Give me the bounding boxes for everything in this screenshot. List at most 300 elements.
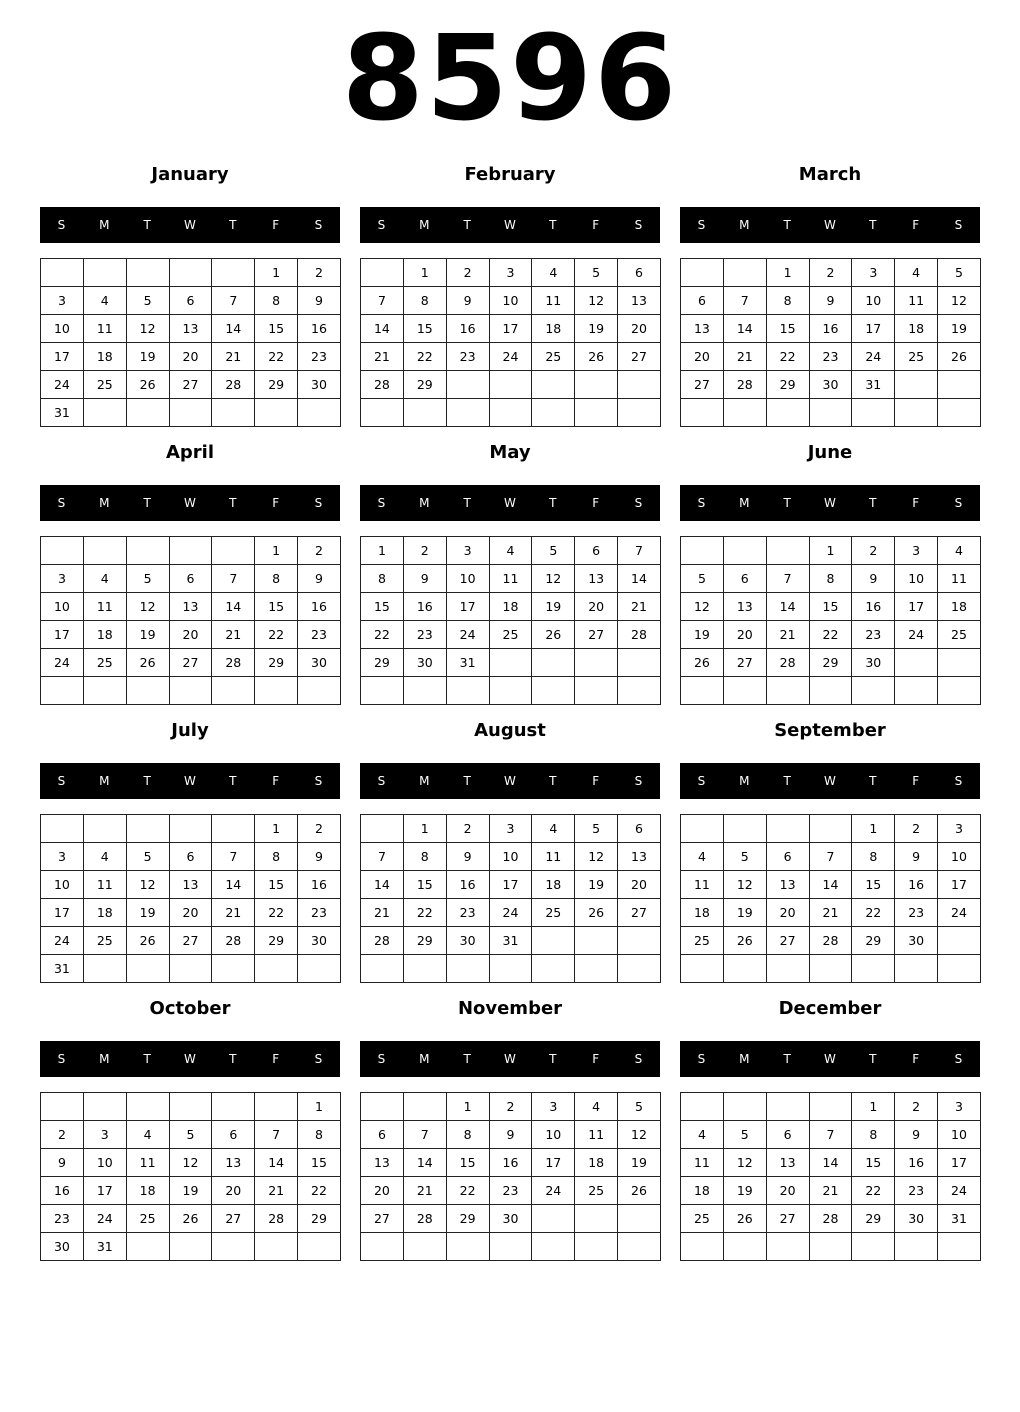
day-cell: 13	[169, 315, 212, 343]
empty-cell	[212, 1233, 255, 1261]
day-cell: 13	[618, 287, 661, 315]
week-row	[681, 1233, 981, 1261]
weekday-header	[680, 1041, 980, 1077]
day-cell: 30	[41, 1233, 84, 1261]
day-cell: 20	[723, 621, 766, 649]
empty-cell	[446, 955, 489, 983]
day-cell: 20	[618, 315, 661, 343]
week-row	[681, 315, 981, 343]
week-row	[361, 1093, 661, 1121]
weekday-label: T	[143, 218, 151, 232]
day-cell: 14	[809, 871, 852, 899]
weekday-label: F	[272, 218, 280, 232]
day-cell: 26	[723, 1205, 766, 1233]
day-cell: 20	[681, 343, 724, 371]
day-cell: 30	[298, 371, 341, 399]
empty-cell	[212, 399, 255, 427]
day-cell: 15	[766, 315, 809, 343]
day-cell: 9	[895, 843, 938, 871]
day-cell: 15	[298, 1149, 341, 1177]
weekday-label: S	[57, 218, 66, 232]
empty-cell	[255, 955, 298, 983]
day-cell: 27	[212, 1205, 255, 1233]
month-september	[680, 716, 980, 984]
day-cell: 22	[403, 899, 446, 927]
empty-cell	[809, 955, 852, 983]
weekday-label: T	[463, 218, 471, 232]
empty-cell	[532, 955, 575, 983]
day-cell: 18	[83, 621, 126, 649]
week-row	[361, 1205, 661, 1233]
day-grid	[40, 814, 341, 983]
day-cell: 21	[723, 343, 766, 371]
day-grid	[360, 1092, 661, 1261]
day-grid	[360, 258, 661, 427]
day-cell: 3	[446, 537, 489, 565]
day-cell: 16	[403, 593, 446, 621]
empty-cell	[575, 649, 618, 677]
day-cell: 14	[361, 871, 404, 899]
month-name: May	[489, 442, 531, 463]
empty-cell	[895, 955, 938, 983]
day-cell: 9	[489, 1121, 532, 1149]
day-cell: 3	[852, 259, 895, 287]
empty-cell	[575, 927, 618, 955]
week-row	[681, 955, 981, 983]
week-row	[681, 677, 981, 705]
day-cell: 19	[938, 315, 981, 343]
day-cell: 16	[809, 315, 852, 343]
day-cell: 27	[681, 371, 724, 399]
empty-cell	[895, 371, 938, 399]
day-grid	[40, 258, 341, 427]
day-cell: 10	[489, 843, 532, 871]
day-cell: 29	[809, 649, 852, 677]
day-cell: 8	[809, 565, 852, 593]
day-cell: 28	[809, 927, 852, 955]
day-cell: 5	[723, 843, 766, 871]
weekday-label: S	[314, 1052, 323, 1066]
day-cell: 25	[83, 649, 126, 677]
week-row	[681, 843, 981, 871]
weekday-label: S	[697, 218, 706, 232]
empty-cell	[852, 955, 895, 983]
week-row	[361, 593, 661, 621]
day-cell: 7	[809, 1121, 852, 1149]
weekday-label: W	[824, 1052, 836, 1066]
day-cell: 27	[618, 899, 661, 927]
weekday-label: T	[869, 218, 877, 232]
day-cell: 1	[255, 259, 298, 287]
month-july	[40, 716, 340, 984]
week-row	[681, 649, 981, 677]
day-cell: 15	[403, 315, 446, 343]
empty-cell	[809, 677, 852, 705]
day-cell: 15	[403, 871, 446, 899]
weekday-label: S	[314, 218, 323, 232]
day-cell: 1	[255, 815, 298, 843]
month-april	[40, 438, 340, 706]
day-cell: 12	[681, 593, 724, 621]
weekday-label: M	[419, 774, 430, 788]
empty-cell	[766, 1093, 809, 1121]
weekday-label: M	[739, 496, 750, 510]
day-cell: 11	[489, 565, 532, 593]
day-cell: 18	[83, 899, 126, 927]
day-cell: 16	[895, 871, 938, 899]
day-cell: 14	[403, 1149, 446, 1177]
weekday-label: S	[697, 1052, 706, 1066]
day-cell: 22	[255, 621, 298, 649]
empty-cell	[446, 677, 489, 705]
weekday-header	[40, 207, 340, 243]
empty-cell	[489, 371, 532, 399]
day-cell: 14	[212, 593, 255, 621]
week-row	[361, 565, 661, 593]
day-cell: 24	[41, 649, 84, 677]
day-cell: 12	[532, 565, 575, 593]
empty-cell	[618, 371, 661, 399]
day-cell: 3	[41, 565, 84, 593]
day-cell: 21	[618, 593, 661, 621]
day-cell: 16	[298, 593, 341, 621]
day-cell: 28	[403, 1205, 446, 1233]
weekday-header	[360, 1041, 660, 1077]
day-grid	[680, 814, 981, 983]
day-cell: 11	[126, 1149, 169, 1177]
empty-cell	[212, 815, 255, 843]
day-cell: 15	[809, 593, 852, 621]
day-cell: 19	[723, 899, 766, 927]
empty-cell	[489, 955, 532, 983]
day-cell: 6	[618, 815, 661, 843]
weekday-label: S	[377, 218, 386, 232]
week-row	[41, 399, 341, 427]
weekday-label: T	[463, 1052, 471, 1066]
day-grid	[40, 536, 341, 705]
empty-cell	[126, 815, 169, 843]
day-cell: 29	[298, 1205, 341, 1233]
day-cell: 13	[723, 593, 766, 621]
empty-cell	[212, 955, 255, 983]
day-cell: 28	[255, 1205, 298, 1233]
day-cell: 7	[361, 843, 404, 871]
day-cell: 21	[361, 899, 404, 927]
day-cell: 23	[446, 343, 489, 371]
day-cell: 25	[575, 1177, 618, 1205]
month-may	[360, 438, 660, 706]
weekday-label: W	[184, 1052, 196, 1066]
day-cell: 12	[618, 1121, 661, 1149]
day-cell: 23	[489, 1177, 532, 1205]
day-cell: 1	[852, 1093, 895, 1121]
weekday-label: M	[739, 1052, 750, 1066]
day-cell: 11	[532, 287, 575, 315]
day-cell: 12	[126, 871, 169, 899]
weekday-label: W	[504, 774, 516, 788]
day-cell: 19	[169, 1177, 212, 1205]
month-december	[680, 994, 980, 1262]
day-cell: 22	[298, 1177, 341, 1205]
day-cell: 2	[446, 259, 489, 287]
day-cell: 10	[446, 565, 489, 593]
day-cell: 18	[532, 315, 575, 343]
weekday-label: T	[783, 218, 791, 232]
day-cell: 4	[83, 287, 126, 315]
day-cell: 14	[361, 315, 404, 343]
day-cell: 31	[852, 371, 895, 399]
day-cell: 5	[575, 815, 618, 843]
week-row	[361, 621, 661, 649]
day-cell: 10	[938, 843, 981, 871]
weekday-header	[360, 763, 660, 799]
week-row	[361, 399, 661, 427]
day-cell: 18	[575, 1149, 618, 1177]
day-cell: 30	[809, 371, 852, 399]
day-cell: 4	[489, 537, 532, 565]
week-row	[361, 1121, 661, 1149]
empty-cell	[83, 259, 126, 287]
day-cell: 26	[532, 621, 575, 649]
weekday-label: S	[634, 218, 643, 232]
week-row	[361, 287, 661, 315]
day-cell: 1	[298, 1093, 341, 1121]
day-cell: 2	[895, 1093, 938, 1121]
day-cell: 1	[766, 259, 809, 287]
day-cell: 17	[489, 871, 532, 899]
day-cell: 18	[532, 871, 575, 899]
day-cell: 14	[212, 871, 255, 899]
day-cell: 17	[532, 1149, 575, 1177]
day-cell: 11	[83, 593, 126, 621]
empty-cell	[169, 537, 212, 565]
day-cell: 4	[83, 843, 126, 871]
empty-cell	[532, 677, 575, 705]
week-row	[681, 287, 981, 315]
month-august	[360, 716, 660, 984]
week-row	[41, 1093, 341, 1121]
day-cell: 8	[298, 1121, 341, 1149]
day-cell: 25	[83, 927, 126, 955]
week-row	[41, 899, 341, 927]
week-row	[681, 871, 981, 899]
weekday-label: W	[184, 496, 196, 510]
empty-cell	[361, 259, 404, 287]
day-cell: 3	[895, 537, 938, 565]
empty-cell	[938, 399, 981, 427]
day-cell: 27	[169, 371, 212, 399]
weekday-label: F	[912, 496, 920, 510]
day-cell: 6	[723, 565, 766, 593]
day-cell: 1	[403, 815, 446, 843]
day-cell: 30	[489, 1205, 532, 1233]
week-row	[41, 1121, 341, 1149]
day-cell: 11	[895, 287, 938, 315]
day-cell: 29	[852, 1205, 895, 1233]
day-cell: 10	[41, 315, 84, 343]
day-cell: 9	[446, 287, 489, 315]
week-row	[361, 649, 661, 677]
empty-cell	[169, 399, 212, 427]
empty-cell	[361, 677, 404, 705]
weekday-label: F	[912, 774, 920, 788]
day-cell: 11	[532, 843, 575, 871]
month-name: September	[774, 720, 886, 741]
day-cell: 8	[255, 287, 298, 315]
day-cell: 19	[126, 343, 169, 371]
day-cell: 10	[938, 1121, 981, 1149]
day-cell: 23	[852, 621, 895, 649]
empty-cell	[938, 371, 981, 399]
weekday-label: W	[184, 218, 196, 232]
empty-cell	[83, 677, 126, 705]
day-cell: 6	[169, 287, 212, 315]
week-row	[41, 955, 341, 983]
day-cell: 25	[83, 371, 126, 399]
day-cell: 30	[298, 649, 341, 677]
weekday-label: T	[783, 496, 791, 510]
day-cell: 24	[938, 899, 981, 927]
weekday-label: W	[184, 774, 196, 788]
weekday-header	[680, 485, 980, 521]
day-cell: 20	[169, 343, 212, 371]
day-cell: 27	[723, 649, 766, 677]
weekday-label: S	[954, 774, 963, 788]
empty-cell	[403, 955, 446, 983]
day-cell: 17	[41, 343, 84, 371]
empty-cell	[126, 677, 169, 705]
empty-cell	[895, 1233, 938, 1261]
empty-cell	[298, 955, 341, 983]
day-cell: 6	[575, 537, 618, 565]
month-name: August	[474, 720, 546, 741]
day-cell: 28	[361, 927, 404, 955]
weekday-label: F	[272, 774, 280, 788]
day-cell: 28	[212, 371, 255, 399]
day-cell: 20	[618, 871, 661, 899]
empty-cell	[575, 677, 618, 705]
empty-cell	[766, 815, 809, 843]
day-cell: 30	[403, 649, 446, 677]
day-cell: 30	[895, 1205, 938, 1233]
weekday-label: W	[504, 218, 516, 232]
week-row	[41, 259, 341, 287]
day-cell: 25	[532, 899, 575, 927]
weekday-header	[40, 485, 340, 521]
day-cell: 22	[852, 1177, 895, 1205]
month-november	[360, 994, 660, 1262]
month-name: February	[464, 164, 556, 185]
day-cell: 11	[83, 315, 126, 343]
day-cell: 27	[361, 1205, 404, 1233]
day-cell: 23	[41, 1205, 84, 1233]
day-cell: 8	[255, 843, 298, 871]
weekday-label: S	[697, 496, 706, 510]
day-cell: 8	[446, 1121, 489, 1149]
empty-cell	[723, 677, 766, 705]
empty-cell	[575, 1233, 618, 1261]
day-cell: 24	[938, 1177, 981, 1205]
weekday-label: M	[739, 218, 750, 232]
day-cell: 7	[723, 287, 766, 315]
weekday-label: S	[57, 774, 66, 788]
day-cell: 7	[809, 843, 852, 871]
day-cell: 12	[126, 593, 169, 621]
day-grid	[680, 1092, 981, 1261]
day-cell: 9	[403, 565, 446, 593]
day-cell: 27	[169, 649, 212, 677]
day-cell: 15	[361, 593, 404, 621]
day-cell: 21	[809, 899, 852, 927]
empty-cell	[723, 955, 766, 983]
day-cell: 7	[361, 287, 404, 315]
week-row	[681, 565, 981, 593]
week-row	[41, 927, 341, 955]
day-cell: 5	[126, 843, 169, 871]
empty-cell	[618, 927, 661, 955]
month-name: March	[798, 164, 862, 185]
day-cell: 18	[126, 1177, 169, 1205]
day-cell: 21	[212, 343, 255, 371]
day-cell: 30	[446, 927, 489, 955]
day-cell: 26	[126, 371, 169, 399]
empty-cell	[681, 259, 724, 287]
empty-cell	[126, 1233, 169, 1261]
week-row	[41, 815, 341, 843]
day-grid	[360, 536, 661, 705]
day-cell: 3	[41, 287, 84, 315]
day-cell: 4	[895, 259, 938, 287]
weekday-label: T	[143, 1052, 151, 1066]
day-cell: 2	[489, 1093, 532, 1121]
day-cell: 3	[41, 843, 84, 871]
day-cell: 15	[852, 1149, 895, 1177]
weekday-label: S	[697, 774, 706, 788]
empty-cell	[41, 259, 84, 287]
weekday-label: S	[57, 496, 66, 510]
day-cell: 24	[852, 343, 895, 371]
empty-cell	[681, 815, 724, 843]
day-cell: 25	[489, 621, 532, 649]
day-cell: 23	[446, 899, 489, 927]
day-cell: 27	[618, 343, 661, 371]
weekday-label: M	[99, 1052, 110, 1066]
empty-cell	[895, 677, 938, 705]
day-cell: 14	[618, 565, 661, 593]
day-cell: 21	[212, 899, 255, 927]
weekday-label: T	[143, 496, 151, 510]
day-cell: 11	[83, 871, 126, 899]
day-cell: 4	[681, 1121, 724, 1149]
day-cell: 21	[212, 621, 255, 649]
weekday-label: F	[592, 774, 600, 788]
week-row	[681, 371, 981, 399]
weekday-label: T	[229, 218, 237, 232]
week-row	[41, 843, 341, 871]
week-row	[361, 537, 661, 565]
day-cell: 25	[126, 1205, 169, 1233]
day-cell: 2	[298, 537, 341, 565]
weekday-label: W	[504, 1052, 516, 1066]
empty-cell	[212, 1093, 255, 1121]
day-cell: 25	[938, 621, 981, 649]
day-cell: 28	[212, 649, 255, 677]
day-cell: 2	[446, 815, 489, 843]
day-cell: 17	[852, 315, 895, 343]
day-cell: 26	[723, 927, 766, 955]
week-row	[41, 343, 341, 371]
day-grid	[680, 258, 981, 427]
